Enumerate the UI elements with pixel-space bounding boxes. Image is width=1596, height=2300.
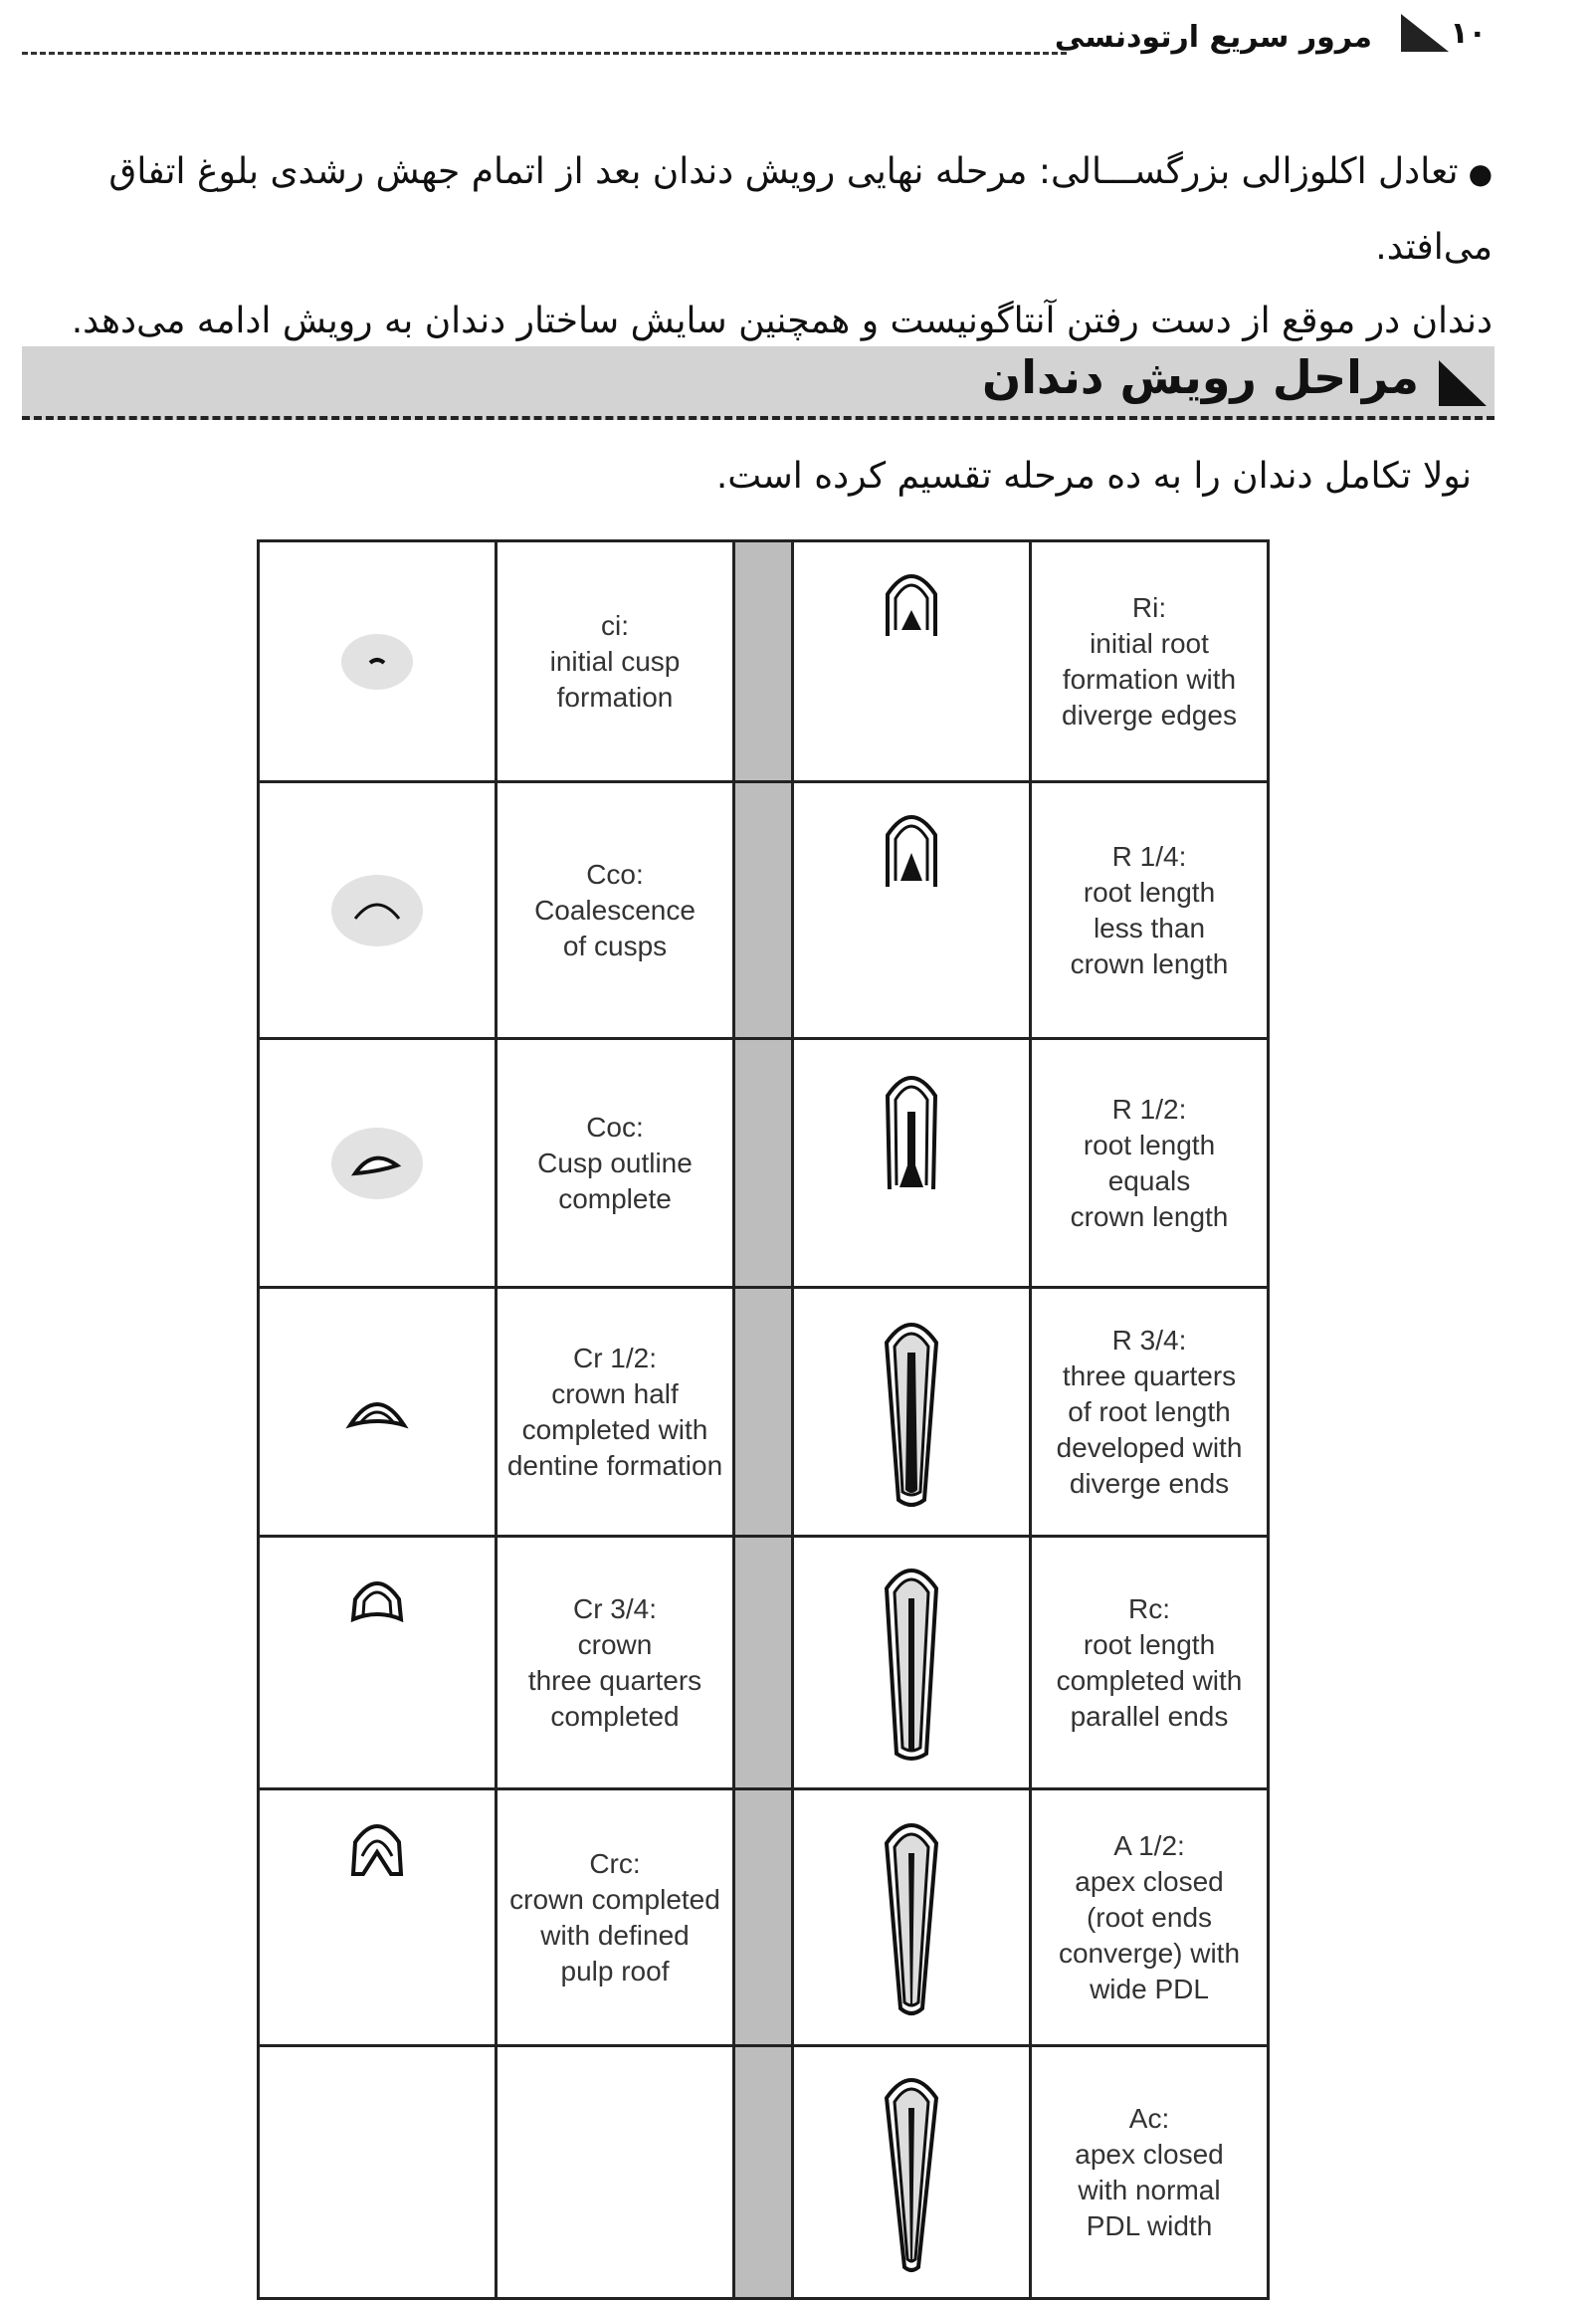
- column-separator: [734, 1039, 793, 1288]
- stage-diagram: [259, 1537, 497, 1789]
- table-row: [259, 2046, 1269, 2299]
- table-row: [259, 782, 1269, 1039]
- table-row: [259, 1039, 1269, 1288]
- cusp-initial-icon: [332, 627, 422, 697]
- tooth-root-initial-icon: [882, 564, 941, 644]
- stage-diagram: [259, 1789, 497, 2046]
- stage-label: Ri: initial root formation with diverge edges: [1031, 541, 1269, 782]
- page-number: ۱۰: [1450, 16, 1487, 51]
- stage-label: Ac: apex closed with normal PDL width: [1031, 2046, 1269, 2299]
- stage-label: Cr 3/4: crown three quarters completed: [497, 1537, 734, 1789]
- stage-diagram: [259, 782, 497, 1039]
- tooth-root-three-quarter-icon: [881, 1313, 942, 1512]
- nolla-stages-table: [257, 539, 1270, 2300]
- tooth-apex-closed-icon: [881, 2068, 942, 2277]
- column-separator: [734, 782, 793, 1039]
- stage-label: ci: initial cusp formation: [497, 541, 734, 782]
- intro-text: نولا تکامل دندان را به ده مرحله تقسیم کرده است.: [715, 456, 1472, 497]
- tooth-root-quarter-icon: [882, 805, 941, 895]
- page-header: [0, 0, 1596, 64]
- table-row: [259, 1789, 1269, 2046]
- book-title: مرور سریع ارتودنسی: [1054, 20, 1372, 55]
- column-separator: [734, 1789, 793, 2046]
- paragraph-line-1: ●تعادل اکلوزالی بزرگســـالی: مرحله نهایی رویش دندان بعد از اتمام جهش رشدی بلوغ اتفاق می‌افتد.: [108, 151, 1493, 268]
- stage-label: Crc: crown completed with defined pulp roof: [497, 1789, 734, 2046]
- stage-diagram: [793, 2046, 1031, 2299]
- cusp-outline-icon: [327, 1124, 427, 1203]
- stage-diagram: [793, 1039, 1031, 1288]
- section-title: مراحل رویش دندان: [982, 350, 1419, 404]
- stage-label: R 1/4: root length less than crown length: [1031, 782, 1269, 1039]
- occlusal-equilibrium-paragraph: [20, 135, 1493, 358]
- stage-diagram: [259, 1288, 497, 1537]
- section-heading: [22, 346, 1495, 420]
- header-divider: [22, 52, 1067, 55]
- stage-diagram: [793, 1537, 1031, 1789]
- table-row: [259, 1288, 1269, 1537]
- column-separator: [734, 2046, 793, 2299]
- empty-cell: [497, 2046, 734, 2299]
- table-row: [259, 1537, 1269, 1789]
- stage-diagram: [793, 1789, 1031, 2046]
- crown-half-icon: [342, 1387, 412, 1437]
- cusp-coalescence-icon: [327, 871, 427, 950]
- paragraph-line-2: دندان در موقع از دست رفتن آنتاگونیست و همچنین سایش ساختار دندان به رویش ادامه می‌دهد.: [71, 301, 1493, 341]
- stage-diagram: [793, 782, 1031, 1039]
- triangle-marker-icon: [1401, 14, 1449, 52]
- stage-label: Cco: Coalescence of cusps: [497, 782, 734, 1039]
- stage-diagram: [793, 1288, 1031, 1537]
- column-separator: [734, 1288, 793, 1537]
- crown-three-quarter-icon: [347, 1573, 407, 1627]
- triangle-marker-icon: [1439, 360, 1487, 406]
- stage-diagram: [259, 541, 497, 782]
- stage-label: R 1/2: root length equals crown length: [1031, 1039, 1269, 1288]
- bullet-icon: ●: [1468, 157, 1493, 190]
- stage-label: Cr 1/2: crown half completed with dentine formation: [497, 1288, 734, 1537]
- stage-diagram: [259, 1039, 497, 1288]
- stage-label: Coc: Cusp outline complete: [497, 1039, 734, 1288]
- column-separator: [734, 541, 793, 782]
- stage-label: A 1/2: apex closed (root ends converge) with wide PDL: [1031, 1789, 1269, 2046]
- table-row: [259, 541, 1269, 782]
- tooth-apex-half-closed-icon: [881, 1813, 942, 2022]
- stage-label: R 3/4: three quarters of root length developed with diverge ends: [1031, 1288, 1269, 1537]
- tooth-root-half-icon: [882, 1066, 941, 1195]
- crown-complete-icon: [347, 1816, 407, 1882]
- stage-diagram: [793, 541, 1031, 782]
- empty-cell: [259, 2046, 497, 2299]
- column-separator: [734, 1537, 793, 1789]
- tooth-root-complete-icon: [881, 1559, 942, 1768]
- stage-label: Rc: root length completed with parallel ends: [1031, 1537, 1269, 1789]
